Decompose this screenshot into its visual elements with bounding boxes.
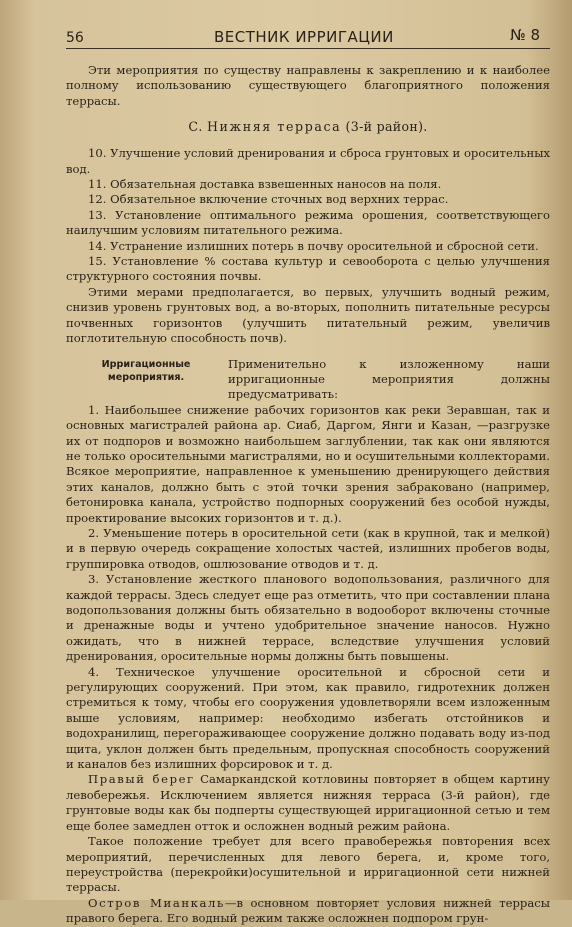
list-item: 13. Установление оптимального режима орошения, соответствующего наилучшим условиям питательного режима. [66,207,550,238]
section-heading [66,119,550,134]
list-item: 11. Обязательная доставка взвешенных наносов на поля. [88,177,442,192]
irrigation-point: 2. Уменьшение потерь в оросительной сети (как в крупной, так и мелкой) и в первую очередь сокращение холостых частей, излишних пробегов воды, группировка отводов, ошлюзование отводов и т. д. [66,525,550,571]
irrigation-point: 4. Техническое улучшение оросительной и сбросной сети и регулирующих сооружений. При этом, как правило, гидротехник должен стремиться к тому, чтобы его сооружения удовлетворяли всем изложенным выше условиям, например: необходимо избегать отстойников и водохранилищ, перегораживающее сооружение должно подавать воду из-под щита, уклон должен быть предельным, пропускная способность сооружений и каналов без излишних форсировок и т. д. [66,664,550,772]
list-item: 10. Улучшение условий дренирования и сброса грунтовых и оросительных вод. [66,146,550,176]
island-text: —в основном повторяет условия нижней террасы правого берега. Его водный режим также осложнен подпором грун- [66,895,550,926]
island-title: Остров Мианкаль [88,895,225,910]
list-item: 14. Устранение излишних потерь в почву оросительной и сбросной сети. [88,238,539,253]
section-heading-suffix: (3-й район). [345,119,428,135]
page-number: 56 [66,30,84,46]
page-header [66,22,550,49]
list-item: 15. Установление % состава культур и севооборота с целью улучшения структурного состояния почвы. [66,254,550,284]
side-heading: Ирригационные мероприятия. [101,358,191,384]
irrigation-point: 1. Наибольшее снижение рабочих горизонтов как реки Зеравшан, так и основных магистралей района ар. Сиаб, Даргом, Янги и Казан, —разгрузке их от подпоров и возможно наибольшем заглублении, так как они являются не только оросительными магистралями, но и осушительными коллекторами. Всякое мероприятие, направленное к уменьшению дренирующего действия этих каналов, должно быть с этой точки зрения забраковано (например, бетонировка канала, устройство подпорных сооружений без особой нужды, проектирование высоких горизонтов и т. д.). [66,402,550,525]
intro-paragraph: Эти мероприятия по существу направлены к закреплению и к наиболее полному использованию существующего благоприятного положения террасы. [66,63,550,108]
irrigation-lead-in: Применительно к изложенному наши ирригационные мероприятия должны предусматривать: [228,356,550,402]
issue-number: № 8 [510,26,540,44]
island-paragraph [66,896,550,927]
section-heading-title: Нижняя терраса [206,119,342,135]
measures-paragraph: Этими мерами предполагается, во первых, улучшить водный режим, снизив уровень грунтовых вод, а во-вторых, пополнить питательные ресурсы почвенных горизонтов (улучшить питательный режим, увеличив поглотительную способность почв). [66,284,550,346]
journal-title: ВЕСТНИК ИРРИГАЦИИ [214,28,394,46]
list-item: 12. Обязательное включение сточных вод верхних террас. [88,192,449,207]
section-heading-prefix: С. [188,119,203,135]
situation-paragraph: Такое положение требует для всего правобережья повторения всех мероприятий, перечисленных для левого берега, и, кроме того, переустройства (перекройки)осушительной и ирригационной сети нижней террасы. [66,834,550,895]
irrigation-point: 3. Установление жесткого планового водопользования, различного для каждой террасы. Здесь следует еще раз отметить, что при составлении плана водопользования должны быть обязательно в водооборот включены сточные и дренажные воды и учтено удобрительное значение наносов. Нужно ожидать, что в нижней террасе, вследствие улучшения условий дренирования, оросительные нормы должны быть повышены. [66,572,550,664]
right-bank-text: Самаркандской котловины повторяет в общем картину левобережья. Исключением является нижняя терраса (3-й район), где грунтовые воды как бы подперты существующей ирригационной сетью и тем еще более замедлен отток и осложнен водный режим района. [66,772,550,833]
right-bank-paragraph [66,772,550,834]
right-bank-title: Правый берег [88,772,195,787]
irrigation-section [66,357,550,773]
